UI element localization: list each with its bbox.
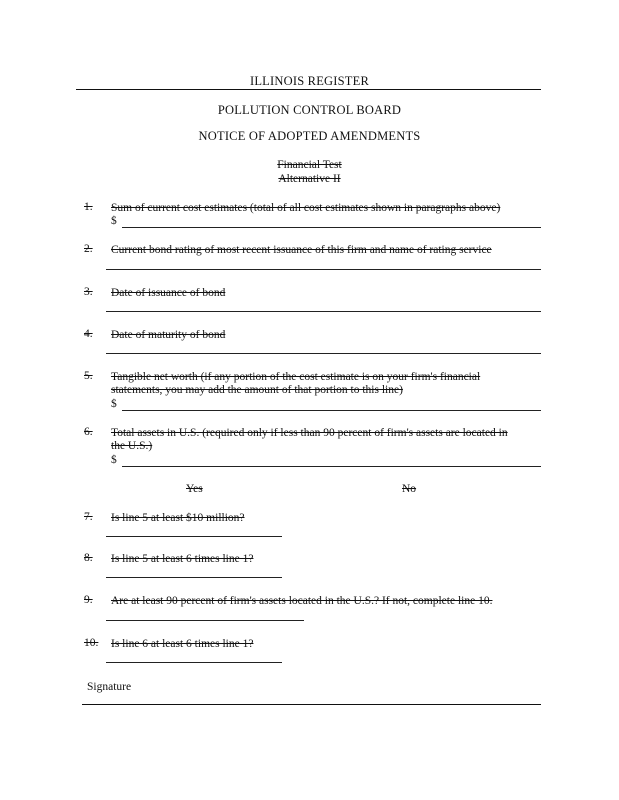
item-8-text: Is line 5 at least 6 times line 1? bbox=[111, 553, 254, 565]
item-3-text: Date of issuance of bond bbox=[111, 287, 226, 299]
item-1-line[interactable] bbox=[122, 227, 541, 228]
no-column-label: No bbox=[402, 483, 417, 495]
item-3-line[interactable] bbox=[106, 311, 541, 312]
item-3-number: 3. bbox=[84, 286, 93, 298]
item-5-dollar: $ bbox=[111, 398, 117, 410]
item-5-text-line1: Tangible net worth (if any portion of the cost estimate is on your firm's financial bbox=[111, 371, 481, 383]
signature-label: Signature bbox=[87, 681, 132, 693]
board-name: POLLUTION CONTROL BOARD bbox=[217, 103, 402, 117]
signature-line[interactable] bbox=[82, 704, 541, 705]
item-1-text: Sum of current cost estimates (total of all cost estimates shown in paragraphs above) bbox=[111, 202, 501, 214]
item-2-text: Current bond rating of most recent issuance of this firm and name of rating service bbox=[111, 244, 492, 256]
item-6-dollar: $ bbox=[111, 454, 117, 466]
form-title-line1: Financial Test bbox=[277, 159, 342, 171]
item-10-answer-line[interactable] bbox=[106, 662, 282, 663]
item-4-number: 4. bbox=[84, 328, 93, 340]
item-7-text: Is line 5 at least $10 million? bbox=[111, 512, 245, 524]
item-5-text-line2: statements, you may add the amount of that portion to this line) bbox=[111, 384, 403, 396]
item-2-line[interactable] bbox=[106, 269, 541, 270]
item-5-number: 5. bbox=[84, 370, 93, 382]
item-4-line[interactable] bbox=[106, 353, 541, 354]
item-6-text-line1: Total assets in U.S. (required only if less than 90 percent of firm's assets are located in bbox=[111, 427, 508, 439]
item-1-dollar: $ bbox=[111, 215, 117, 227]
item-10-text: Is line 6 at least 6 times line 1? bbox=[111, 638, 254, 650]
yes-column-label: Yes bbox=[186, 483, 203, 495]
item-6-text-line2: the U.S.) bbox=[111, 440, 153, 452]
register-title: ILLINOIS REGISTER bbox=[249, 74, 369, 88]
item-9-answer-line[interactable] bbox=[106, 620, 304, 621]
item-4-text: Date of maturity of bond bbox=[111, 329, 226, 341]
item-1-number: 1. bbox=[84, 201, 93, 213]
item-8-answer-line[interactable] bbox=[106, 577, 282, 578]
item-7-number: 7. bbox=[84, 511, 93, 523]
item-9-text: Are at least 90 percent of firm's assets located in the U.S.? If not, complete line 10. bbox=[111, 595, 493, 607]
item-7-answer-line[interactable] bbox=[106, 536, 282, 537]
header-rule bbox=[76, 89, 541, 90]
item-5-line[interactable] bbox=[122, 410, 541, 411]
item-8-number: 8. bbox=[84, 552, 93, 564]
item-2-number: 2. bbox=[84, 243, 93, 255]
item-6-line[interactable] bbox=[122, 466, 541, 467]
item-6-number: 6. bbox=[84, 426, 93, 438]
item-9-number: 9. bbox=[84, 594, 93, 606]
item-10-number: 10. bbox=[84, 637, 99, 649]
form-title-line2: Alternative II bbox=[278, 173, 341, 185]
notice-title: NOTICE OF ADOPTED AMENDMENTS bbox=[198, 129, 421, 143]
